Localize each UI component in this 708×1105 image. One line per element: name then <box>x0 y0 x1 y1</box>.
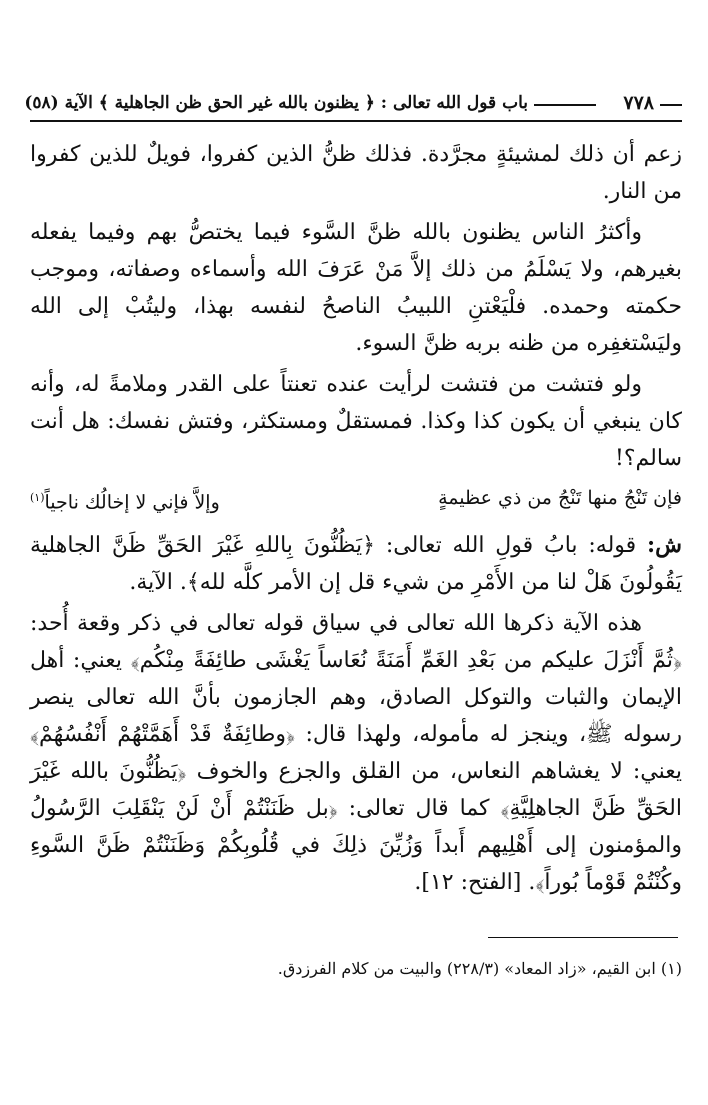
footnote: (١) ابن القيم، «زاد المعاد» (٢٢٨/٣) والبيت من كلام الفرزدق. <box>277 959 682 978</box>
running-header <box>24 88 682 120</box>
sharh-label: ش: <box>647 532 682 559</box>
verse-hemistich-2: وإلاَّ فإني لا إخالُك ناجياً <box>44 491 220 514</box>
poetry-verse <box>30 481 682 519</box>
sharh-paragraph-2: هذه الآية ذكرها الله تعالى في سياق قوله تعالى في ذكر وقعة أُحد: ﴿ثُمَّ أَنْزَلَ عليكم من بَعْدِ الغَمِّ أَمَنَةً نُعَاساً يَغْشَى طائِفَةً مِنْكُم﴾ يعني: أهل الإيمان والثبات والتوكل الصادق، وهم الجازمون بأنَّ الله تعالى ينصر رسوله ﷺ، وينجز له مأموله، ولهذا قال: ﴿وطائِفَةٌ قَدْ أَهَمَّتْهُمْ أَنْفُسُهُمْ﴾ يعني: لا يغشاهم النعاس، من القلق والجزع والخوف ﴿يَظُنُّونَ بالله غَيْرَ الحَقِّ ظَنَّ الجاهلِيَّةِ﴾ كما قال تعالى: ﴿بل ظَنَنْتُمْ أَنْ لَنْ يَنْقَلِبَ الرَّسُولُ والمؤمنون إلى أَهْلِيهم أَبداً وَزُيِّنَ ذلِكَ في قُلُوبِكُمْ وَظَنَنْتُمْ ظَنَّ السَّوءِ وكُنْتُمْ قَوْماً بُوراً﴾. [الفتح: ١٢]. <box>30 611 682 896</box>
page-number: ٧٧٨ <box>623 92 654 114</box>
header-dash <box>660 104 682 106</box>
paragraph-2: وأكثرُ الناس يظنون بالله ظنَّ السَّوء فيما يختصُّ بهم وفيما يفعله بغيرهم، ولا يَسْلَمُ من ذلك إلاَّ مَنْ عَرَفَ الله وأسماءه وصفاته، وموجب حكمته وحمده. فلْيَعْتنِ اللبيبُ الناصحُ لنفسه بهذا، وليتُبْ إلى الله وليَسْتغفِره من ظنه بربه ظنَّ السوء. <box>30 220 682 356</box>
chapter-title: باب قول الله تعالى : ﴿ يظنون بالله غير الحق ظن الجاهلية ﴾ الآية (٥٨) <box>24 93 528 113</box>
footnote-rule <box>488 937 678 938</box>
footnote-marker: (١) <box>30 491 45 504</box>
header-rule <box>30 120 682 122</box>
main-text <box>30 136 682 905</box>
paragraph-3: ولو فتشت من فتشت لرأيت عنده تعنتاً على القدر وملامةً له، وأنه كان ينبغي أن يكون كذا وكذا. فمستقلٌ ومستكثر، وفتش نفسك: هل أنت سالم؟! <box>30 372 682 471</box>
verse-hemistich-1: فإن تَنْجُ منها تَنْجُ من ذي عظيمةٍ <box>438 487 682 509</box>
header-dash-long <box>534 104 596 106</box>
paragraph-1: زعم أن ذلك لمشيئةٍ مجرَّدة. فذلك ظنُّ الذين كفروا، فويلٌ للذين كفروا من النار. <box>30 142 682 204</box>
sharh-paragraph-1 <box>30 527 682 601</box>
verse-hemistich-2-wrap <box>30 481 220 519</box>
sharh-text-1: قوله: بابُ قولِ الله تعالى: ﴿يَظُنُّونَ بِاللهِ غَيْرَ الحَقِّ ظَنَّ الجاهلية يَقُولُونَ هَلْ لنا من الأَمْرِ من شيء قل إن الأمر كلَّه لله﴾. الآية. <box>30 533 682 596</box>
